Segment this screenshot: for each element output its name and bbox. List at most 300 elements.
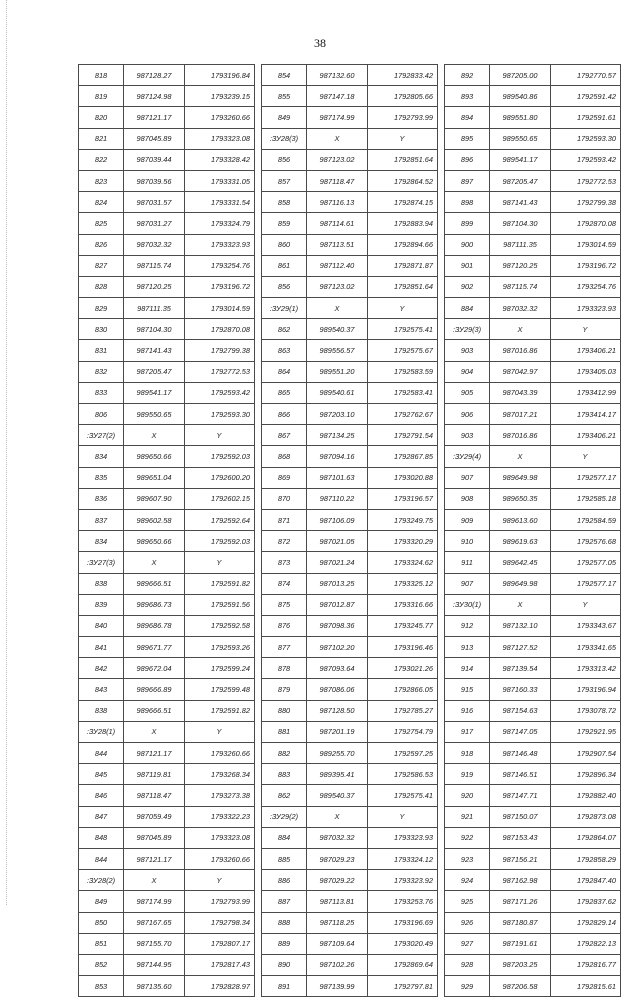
point-number-cell: 824 (79, 192, 124, 213)
y-coordinate-cell: 1792597.25 (368, 743, 438, 764)
y-coordinate-cell: 1792894.66 (368, 234, 438, 255)
table-row (79, 382, 255, 403)
table-row (79, 255, 255, 276)
parcel-label: :ЗУ29(4) (445, 446, 490, 467)
point-number-cell: 856 (262, 276, 307, 297)
x-coordinate-cell: 987139.99 (307, 976, 368, 997)
x-coordinate-cell: 987031.57 (124, 192, 185, 213)
table-row (445, 954, 621, 975)
x-coordinate-cell: 987134.25 (307, 425, 368, 446)
x-coordinate-cell: 987128.27 (124, 65, 185, 86)
point-number-cell: 843 (79, 679, 124, 700)
point-number-cell: 928 (445, 954, 490, 975)
y-coordinate-cell: 1792864.07 (551, 827, 621, 848)
y-coordinate-cell: 1792815.61 (551, 976, 621, 997)
point-number-cell: 839 (79, 594, 124, 615)
y-coordinate-cell: 1792816.77 (551, 954, 621, 975)
y-coordinate-cell: 1793324.12 (368, 848, 438, 869)
x-coordinate-cell: 987021.05 (307, 531, 368, 552)
table-row (445, 128, 621, 149)
point-number-cell: 873 (262, 552, 307, 573)
x-coordinate-cell: 987115.74 (124, 255, 185, 276)
y-coordinate-cell: 1793414.17 (551, 404, 621, 425)
point-number-cell: 918 (445, 743, 490, 764)
x-coordinate-cell: 989540.37 (307, 785, 368, 806)
y-coordinate-cell: 1792896.34 (551, 764, 621, 785)
x-coordinate-cell: 987043.39 (490, 382, 551, 403)
point-number-cell: 885 (262, 848, 307, 869)
x-coordinate-cell: 989255.70 (307, 743, 368, 764)
point-number-cell: 905 (445, 382, 490, 403)
x-coordinate-cell: 989540.37 (307, 319, 368, 340)
x-column-header: X (124, 552, 185, 573)
x-column-header: X (307, 806, 368, 827)
parcel-header-row (445, 319, 621, 340)
x-coordinate-cell: 987032.32 (490, 298, 551, 319)
y-coordinate-cell: 1792592.58 (185, 615, 255, 636)
y-coordinate-cell: 1793196.72 (551, 255, 621, 276)
x-coordinate-cell: 989551.20 (307, 361, 368, 382)
table-row (262, 764, 438, 785)
y-coordinate-cell: 1793323.92 (368, 870, 438, 891)
parcel-header-row (79, 552, 255, 573)
table-row (445, 531, 621, 552)
y-coordinate-cell: 1793078.72 (551, 700, 621, 721)
y-coordinate-cell: 1793323.08 (185, 128, 255, 149)
table-row (445, 679, 621, 700)
table-row (262, 679, 438, 700)
parcel-header-row (79, 721, 255, 742)
point-number-cell: 889 (262, 933, 307, 954)
x-coordinate-cell: 987132.60 (307, 65, 368, 86)
y-coordinate-cell: 1792797.81 (368, 976, 438, 997)
x-coordinate-cell: 987132.10 (490, 615, 551, 636)
table-row (79, 276, 255, 297)
x-column-header: X (307, 128, 368, 149)
table-row (445, 425, 621, 446)
point-number-cell: 832 (79, 361, 124, 382)
table-row (79, 912, 255, 933)
table-row (79, 467, 255, 488)
y-coordinate-cell: 1792602.15 (185, 488, 255, 509)
x-column-header: X (490, 594, 551, 615)
table-row (79, 933, 255, 954)
point-number-cell: 896 (445, 149, 490, 170)
table-row (79, 785, 255, 806)
point-number-cell: 827 (79, 255, 124, 276)
x-coordinate-cell: 987111.35 (124, 298, 185, 319)
point-number-cell: 806 (79, 404, 124, 425)
table-row (262, 404, 438, 425)
y-coordinate-cell: 1793323.93 (185, 234, 255, 255)
y-coordinate-cell: 1793260.66 (185, 848, 255, 869)
y-coordinate-cell: 1792575.67 (368, 340, 438, 361)
y-column-header: Y (368, 298, 438, 319)
x-coordinate-cell: 987128.50 (307, 700, 368, 721)
point-number-cell: 907 (445, 573, 490, 594)
y-coordinate-cell: 1793196.69 (368, 912, 438, 933)
point-number-cell: 911 (445, 552, 490, 573)
table-row (79, 954, 255, 975)
point-number-cell: 898 (445, 192, 490, 213)
y-coordinate-cell: 1793020.49 (368, 933, 438, 954)
table-row (79, 615, 255, 636)
y-coordinate-cell: 1792864.52 (368, 170, 438, 191)
y-coordinate-cell: 1792592.64 (185, 509, 255, 530)
y-coordinate-cell: 1793328.42 (185, 149, 255, 170)
table-row (262, 933, 438, 954)
x-coordinate-cell: 987039.56 (124, 170, 185, 191)
x-coordinate-cell: 987121.17 (124, 743, 185, 764)
x-column-header: X (124, 721, 185, 742)
point-number-cell: 838 (79, 573, 124, 594)
point-number-cell: 909 (445, 509, 490, 530)
table-row (79, 594, 255, 615)
x-coordinate-cell: 989550.65 (124, 404, 185, 425)
table-row (262, 637, 438, 658)
y-coordinate-cell: 1792577.17 (551, 467, 621, 488)
y-column-header: Y (368, 128, 438, 149)
x-coordinate-cell: 989642.45 (490, 552, 551, 573)
table-row (445, 488, 621, 509)
table-row (79, 404, 255, 425)
coordinate-table-2 (261, 64, 438, 997)
table-row (262, 382, 438, 403)
y-coordinate-cell: 1793343.67 (551, 615, 621, 636)
x-coordinate-cell: 987150.07 (490, 806, 551, 827)
point-number-cell: 838 (79, 700, 124, 721)
x-coordinate-cell: 987121.17 (124, 107, 185, 128)
point-number-cell: 864 (262, 361, 307, 382)
point-number-cell: 887 (262, 891, 307, 912)
table-row (79, 700, 255, 721)
table-row (262, 340, 438, 361)
point-number-cell: 851 (79, 933, 124, 954)
table-row (262, 361, 438, 382)
table-row (262, 594, 438, 615)
table-row (262, 827, 438, 848)
y-column-header: Y (551, 594, 621, 615)
table-row (79, 679, 255, 700)
point-number-cell: 836 (79, 488, 124, 509)
point-number-cell: 820 (79, 107, 124, 128)
y-coordinate-cell: 1792575.41 (368, 785, 438, 806)
x-coordinate-cell: 987101.63 (307, 467, 368, 488)
x-coordinate-cell: 987121.17 (124, 848, 185, 869)
x-coordinate-cell: 989686.78 (124, 615, 185, 636)
table-row (79, 192, 255, 213)
x-coordinate-cell: 987123.02 (307, 149, 368, 170)
y-coordinate-cell: 1793412.99 (551, 382, 621, 403)
x-coordinate-cell: 987167.65 (124, 912, 185, 933)
table-row (445, 827, 621, 848)
point-number-cell: 870 (262, 488, 307, 509)
x-coordinate-cell: 987191.61 (490, 933, 551, 954)
x-coordinate-cell: 987127.52 (490, 637, 551, 658)
table-row (445, 658, 621, 679)
x-coordinate-cell: 987102.26 (307, 954, 368, 975)
point-number-cell: 855 (262, 86, 307, 107)
point-number-cell: 825 (79, 213, 124, 234)
parcel-label: :ЗУ28(1) (79, 721, 124, 742)
y-coordinate-cell: 1792770.57 (551, 65, 621, 86)
x-coordinate-cell: 987032.32 (307, 827, 368, 848)
table-row (445, 764, 621, 785)
x-coordinate-cell: 987155.70 (124, 933, 185, 954)
y-coordinate-cell: 1793322.23 (185, 806, 255, 827)
x-coordinate-cell: 989666.51 (124, 700, 185, 721)
x-coordinate-cell: 987205.47 (124, 361, 185, 382)
point-number-cell: 894 (445, 107, 490, 128)
point-number-cell: 850 (79, 912, 124, 933)
parcel-header-row (445, 594, 621, 615)
x-coordinate-cell: 987093.64 (307, 658, 368, 679)
point-number-cell: 846 (79, 785, 124, 806)
y-coordinate-cell: 1792593.26 (185, 637, 255, 658)
table-row (262, 912, 438, 933)
point-number-cell: 923 (445, 848, 490, 869)
y-coordinate-cell: 1792807.17 (185, 933, 255, 954)
parcel-header-row (262, 806, 438, 827)
table-row (262, 319, 438, 340)
point-number-cell: 828 (79, 276, 124, 297)
point-number-cell: 888 (262, 912, 307, 933)
x-coordinate-cell: 987031.27 (124, 213, 185, 234)
table-row (445, 361, 621, 382)
y-coordinate-cell: 1793323.93 (368, 827, 438, 848)
y-coordinate-cell: 1793014.59 (185, 298, 255, 319)
y-coordinate-cell: 1792805.66 (368, 86, 438, 107)
x-coordinate-cell: 987029.23 (307, 848, 368, 869)
table-row (79, 107, 255, 128)
y-coordinate-cell: 1792828.97 (185, 976, 255, 997)
point-number-cell: 906 (445, 404, 490, 425)
table-row (262, 870, 438, 891)
x-coordinate-cell: 987104.30 (490, 213, 551, 234)
table-row (445, 848, 621, 869)
table-row (79, 573, 255, 594)
point-number-cell: 919 (445, 764, 490, 785)
y-coordinate-cell: 1793268.34 (185, 764, 255, 785)
point-number-cell: 878 (262, 658, 307, 679)
x-coordinate-cell: 987171.26 (490, 891, 551, 912)
y-coordinate-cell: 1792772.53 (551, 170, 621, 191)
table-row (445, 65, 621, 86)
point-number-cell: 879 (262, 679, 307, 700)
point-number-cell: 882 (262, 743, 307, 764)
point-number-cell: 892 (445, 65, 490, 86)
point-number-cell: 844 (79, 743, 124, 764)
point-number-cell: 847 (79, 806, 124, 827)
x-column-header: X (124, 425, 185, 446)
y-coordinate-cell: 1792866.05 (368, 679, 438, 700)
x-coordinate-cell: 987147.18 (307, 86, 368, 107)
y-coordinate-cell: 1793254.76 (551, 276, 621, 297)
x-coordinate-cell: 987120.25 (490, 255, 551, 276)
x-coordinate-cell: 987109.64 (307, 933, 368, 954)
y-coordinate-cell: 1792591.56 (185, 594, 255, 615)
table-row (79, 743, 255, 764)
x-coordinate-cell: 987118.47 (124, 785, 185, 806)
table-row (79, 170, 255, 191)
x-coordinate-cell: 987113.51 (307, 234, 368, 255)
x-coordinate-cell: 989541.17 (490, 149, 551, 170)
y-column-header: Y (185, 425, 255, 446)
y-coordinate-cell: 1793014.59 (551, 234, 621, 255)
y-column-header: Y (185, 552, 255, 573)
y-column-header: Y (551, 319, 621, 340)
coordinate-table-1 (78, 64, 255, 997)
point-number-cell: 915 (445, 679, 490, 700)
point-number-cell: 849 (262, 107, 307, 128)
point-number-cell: 823 (79, 170, 124, 191)
y-coordinate-cell: 1793324.79 (185, 213, 255, 234)
point-number-cell: 877 (262, 637, 307, 658)
table-row (262, 107, 438, 128)
y-coordinate-cell: 1792576.68 (551, 531, 621, 552)
parcel-label: :ЗУ27(2) (79, 425, 124, 446)
point-number-cell: 848 (79, 827, 124, 848)
y-coordinate-cell: 1792858.29 (551, 848, 621, 869)
table-row (445, 234, 621, 255)
table-row (445, 404, 621, 425)
x-coordinate-cell: 987032.32 (124, 234, 185, 255)
y-coordinate-cell: 1792591.42 (551, 86, 621, 107)
x-coordinate-cell: 989671.77 (124, 637, 185, 658)
table-row (445, 213, 621, 234)
x-coordinate-cell: 989650.66 (124, 446, 185, 467)
point-number-cell: 852 (79, 954, 124, 975)
table-row (445, 785, 621, 806)
x-coordinate-cell: 987147.71 (490, 785, 551, 806)
point-number-cell: 901 (445, 255, 490, 276)
y-coordinate-cell: 1793196.57 (368, 488, 438, 509)
point-number-cell: 867 (262, 425, 307, 446)
y-coordinate-cell: 1792762.67 (368, 404, 438, 425)
table-row (79, 234, 255, 255)
table-row (262, 255, 438, 276)
table-row (262, 785, 438, 806)
table-row (262, 170, 438, 191)
point-number-cell: 863 (262, 340, 307, 361)
y-coordinate-cell: 1793196.84 (185, 65, 255, 86)
table-row (445, 276, 621, 297)
x-coordinate-cell: 987017.21 (490, 404, 551, 425)
x-coordinate-cell: 987162.98 (490, 870, 551, 891)
y-coordinate-cell: 1792921.95 (551, 721, 621, 742)
y-column-header: Y (551, 446, 621, 467)
x-coordinate-cell: 987123.02 (307, 276, 368, 297)
point-number-cell: 845 (79, 764, 124, 785)
point-number-cell: 924 (445, 870, 490, 891)
x-coordinate-cell: 989649.98 (490, 573, 551, 594)
table-row (262, 467, 438, 488)
table-row (445, 870, 621, 891)
y-coordinate-cell: 1793196.72 (185, 276, 255, 297)
x-coordinate-cell: 987111.35 (490, 234, 551, 255)
point-number-cell: 899 (445, 213, 490, 234)
y-coordinate-cell: 1792829.14 (551, 912, 621, 933)
y-coordinate-cell: 1793196.46 (368, 637, 438, 658)
table-row (262, 700, 438, 721)
table-row (79, 658, 255, 679)
point-number-cell: 927 (445, 933, 490, 954)
table-row (445, 573, 621, 594)
y-coordinate-cell: 1793406.21 (551, 340, 621, 361)
parcel-header-row (79, 425, 255, 446)
x-coordinate-cell: 987115.74 (490, 276, 551, 297)
y-coordinate-cell: 1792851.64 (368, 276, 438, 297)
table-row (79, 128, 255, 149)
y-coordinate-cell: 1793249.75 (368, 509, 438, 530)
y-coordinate-cell: 1792591.82 (185, 573, 255, 594)
y-coordinate-cell: 1793313.42 (551, 658, 621, 679)
table-row (445, 615, 621, 636)
parcel-label: :ЗУ29(2) (262, 806, 307, 827)
point-number-cell: 876 (262, 615, 307, 636)
y-coordinate-cell: 1792772.53 (185, 361, 255, 382)
x-coordinate-cell: 989650.66 (124, 531, 185, 552)
table-row (79, 65, 255, 86)
y-coordinate-cell: 1793245.77 (368, 615, 438, 636)
point-number-cell: 822 (79, 149, 124, 170)
y-coordinate-cell: 1792591.82 (185, 700, 255, 721)
x-coordinate-cell: 987160.33 (490, 679, 551, 700)
table-row (445, 637, 621, 658)
y-coordinate-cell: 1793316.66 (368, 594, 438, 615)
page-left-edge-rule (6, 0, 7, 905)
x-coordinate-cell: 987205.00 (490, 65, 551, 86)
point-number-cell: 908 (445, 488, 490, 509)
x-coordinate-cell: 987059.49 (124, 806, 185, 827)
table-row (445, 255, 621, 276)
x-coordinate-cell: 989607.90 (124, 488, 185, 509)
table-row (79, 848, 255, 869)
y-coordinate-cell: 1792785.27 (368, 700, 438, 721)
point-number-cell: 849 (79, 891, 124, 912)
parcel-label: :ЗУ28(3) (262, 128, 307, 149)
point-number-cell: 866 (262, 404, 307, 425)
table-row (79, 531, 255, 552)
x-coordinate-cell: 989672.04 (124, 658, 185, 679)
table-row (262, 213, 438, 234)
table-row (79, 509, 255, 530)
table-row (445, 467, 621, 488)
table-row (262, 658, 438, 679)
y-coordinate-cell: 1792583.41 (368, 382, 438, 403)
table-row (262, 425, 438, 446)
point-number-cell: 840 (79, 615, 124, 636)
point-number-cell: 859 (262, 213, 307, 234)
x-coordinate-cell: 987104.30 (124, 319, 185, 340)
y-coordinate-cell: 1793253.76 (368, 891, 438, 912)
x-coordinate-cell: 987144.95 (124, 954, 185, 975)
y-coordinate-cell: 1793020.88 (368, 467, 438, 488)
table-row (79, 764, 255, 785)
table-row (79, 340, 255, 361)
y-coordinate-cell: 1792799.38 (185, 340, 255, 361)
x-coordinate-cell: 987174.99 (124, 891, 185, 912)
point-number-cell: 844 (79, 848, 124, 869)
y-coordinate-cell: 1792593.42 (551, 149, 621, 170)
table-row (445, 509, 621, 530)
x-coordinate-cell: 989541.17 (124, 382, 185, 403)
x-coordinate-cell: 987016.86 (490, 425, 551, 446)
y-coordinate-cell: 1793260.66 (185, 107, 255, 128)
point-number-cell: 841 (79, 637, 124, 658)
point-number-cell: 903 (445, 340, 490, 361)
y-coordinate-cell: 1792799.38 (551, 192, 621, 213)
